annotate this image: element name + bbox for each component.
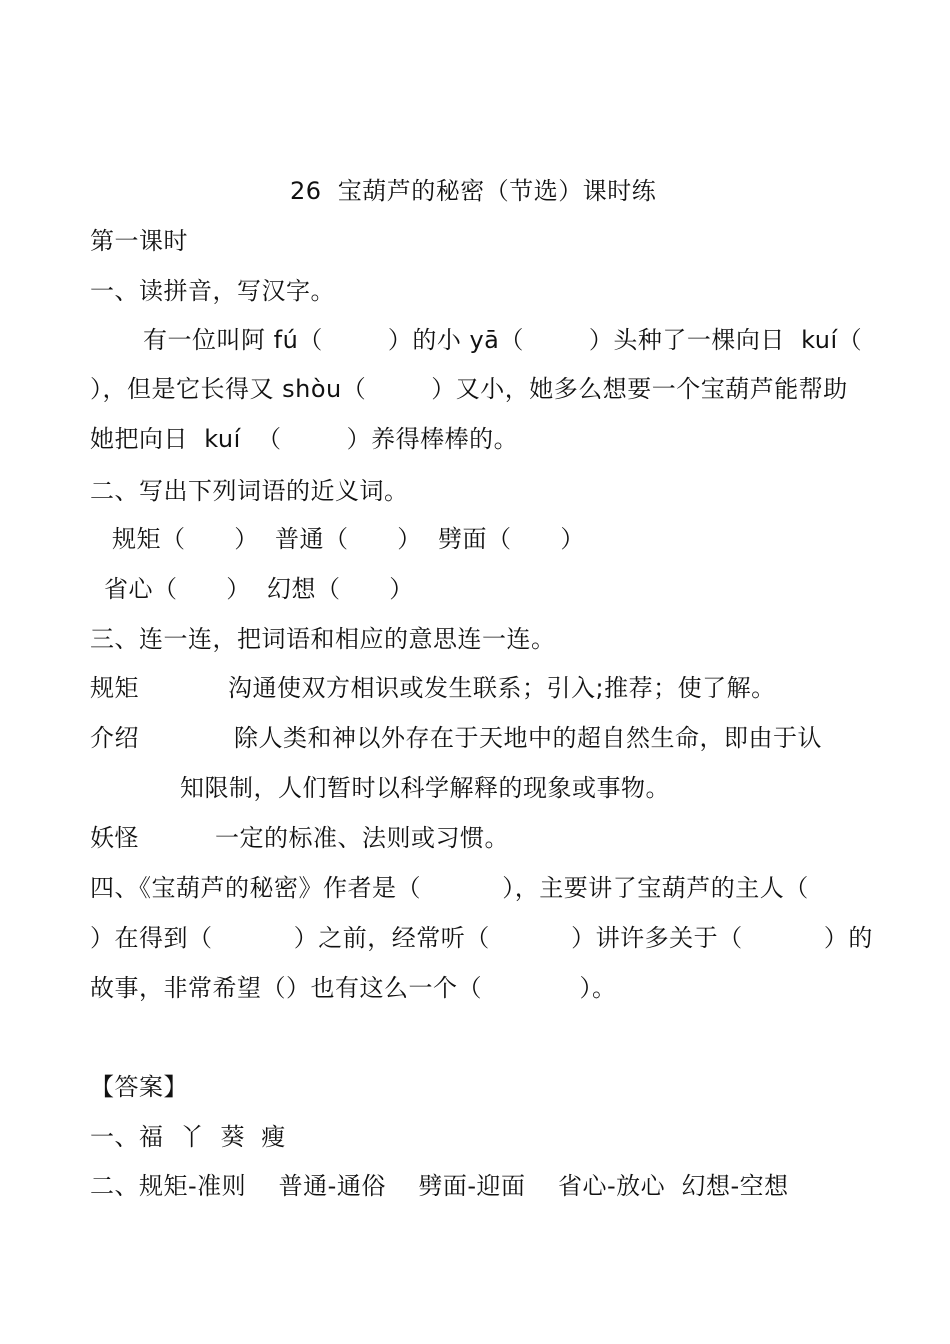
section3-heading: 三、连一连，把词语和相应的意思连一连。: [90, 625, 556, 653]
connect-definition-cont: 知限制，人们暂时以科学解释的现象或事物。: [180, 774, 670, 802]
connect-definition: 一定的标准、法则或习惯。: [215, 824, 509, 852]
connect-word: 介绍: [90, 724, 139, 752]
section2-row2: 省心（ ） 幻想（ ）: [104, 575, 414, 603]
connect-definition: 沟通使双方相识或发生联系；引入;推荐；使了解。: [228, 674, 776, 702]
connect-word: 规矩: [90, 674, 139, 702]
answers-line2: 二、规矩-准则 普通-通俗 劈面-迎面 省心-放心 幻想-空想: [90, 1172, 789, 1200]
section4-line3: 故事，非常希望（）也有这么一个（ ）。: [90, 974, 617, 1002]
connect-word: 妖怪: [90, 824, 139, 852]
section4-line1: 四、《宝葫芦的秘密》作者是（ ），主要讲了宝葫芦的主人（: [90, 874, 809, 902]
section2-heading: 二、写出下列词语的近义词。: [90, 477, 409, 505]
lesson-label: 第一课时: [90, 227, 188, 255]
section1-line3: 她把向日 kuí （ ）养得棒棒的。: [90, 425, 519, 453]
section4-line2: ）在得到（ ）之前，经常听（ ）讲许多关于（ ）的: [90, 924, 873, 952]
answers-line1: 一、福 丫 葵 瘦: [90, 1123, 286, 1151]
section2-row1: 规矩（ ） 普通（ ） 劈面（ ）: [112, 525, 585, 553]
page-title: 26 宝葫芦的秘密（节选）课时练: [290, 177, 657, 205]
section1-line2: ），但是它长得又 shòu（ ）又小，她多么想要一个宝葫芦能帮助: [90, 375, 848, 403]
section1-heading: 一、读拼音，写汉字。: [90, 277, 335, 305]
section1-line1: 有一位叫阿 fú（ ）的小 yā（ ）头种了一棵向日 kuí（: [143, 326, 863, 354]
answers-heading: 【答案】: [90, 1073, 188, 1101]
connect-definition: 除人类和神以外存在于天地中的超自然生命，即由于认: [234, 724, 822, 752]
